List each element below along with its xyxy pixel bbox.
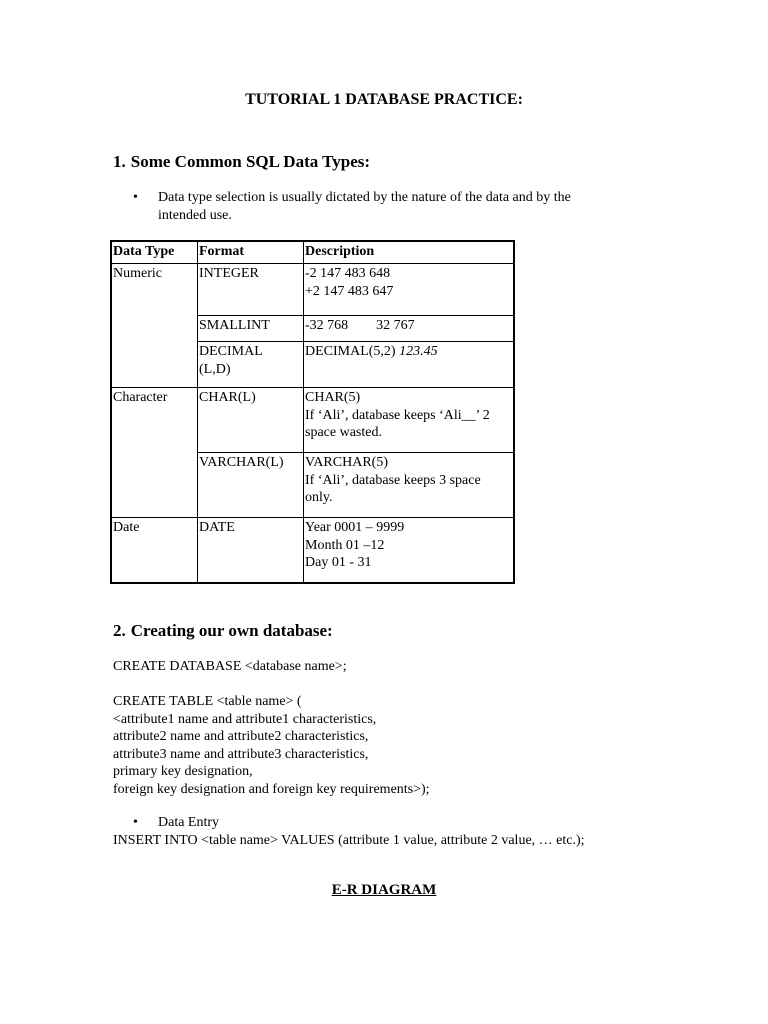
table-header-row [111, 241, 514, 264]
header-description: Description [304, 241, 515, 264]
header-data-type: Data Type [111, 241, 198, 264]
cell-format: CHAR(L) [198, 388, 304, 453]
create-table-statement: CREATE TABLE <table name> ( <attribute1 name and attribute1 characteristics, attribute2 name and attribute2 characteristics, attribute3 name and attribute3 characteristics, primary key designation, foreign key designation and foreign key requirements>); [113, 694, 430, 797]
header-format: Format [198, 241, 304, 264]
cell-type: Date [111, 518, 198, 583]
table-row [111, 518, 514, 583]
cell-format: INTEGER [198, 264, 304, 316]
section1-bullet [133, 189, 613, 225]
section2-heading: 2. Creating our own database: [113, 621, 333, 640]
document-title: TUTORIAL 1 DATABASE PRACTICE: [245, 91, 523, 108]
bullet-text-line1: Data type selection is usually dictated by the nature of the data and by the [158, 190, 571, 205]
table-row [111, 388, 514, 453]
section1-heading: 1. Some Common SQL Data Types: [113, 152, 371, 171]
cell-desc: DECIMAL(5,2) 123.45 [304, 342, 515, 388]
cell-desc: VARCHAR(5) If ‘Ali’, database keeps 3 space only. [304, 453, 515, 518]
cell-desc: -32 768 32 767 [304, 316, 515, 342]
cell-type: Numeric [111, 264, 198, 388]
create-database-statement: CREATE DATABASE <database name>; [113, 659, 347, 674]
data-types-table [110, 240, 515, 584]
bullet-text-line2: intended use. [158, 208, 232, 223]
bullet-text: Data Entry [158, 815, 220, 830]
insert-statement: INSERT INTO <table name> VALUES (attribute 1 value, attribute 2 value, … etc.); [113, 833, 585, 848]
bullet-icon: • [133, 815, 138, 830]
er-diagram-heading: E-R DIAGRAM [331, 882, 437, 898]
section2-bullet [133, 814, 433, 832]
cell-type: Character [111, 388, 198, 518]
cell-format: DECIMAL (L,D) [198, 342, 304, 388]
cell-format: SMALLINT [198, 316, 304, 342]
table-row [111, 264, 514, 316]
bullet-icon: • [133, 190, 138, 205]
cell-desc: Year 0001 – 9999 Month 01 –12 Day 01 - 31 [304, 518, 515, 583]
cell-desc: CHAR(5) If ‘Ali’, database keeps ‘Ali__’ 2 space wasted. [304, 388, 515, 453]
cell-format: DATE [198, 518, 304, 583]
cell-desc: -2 147 483 648 +2 147 483 647 [304, 264, 515, 316]
cell-format: VARCHAR(L) [198, 453, 304, 518]
